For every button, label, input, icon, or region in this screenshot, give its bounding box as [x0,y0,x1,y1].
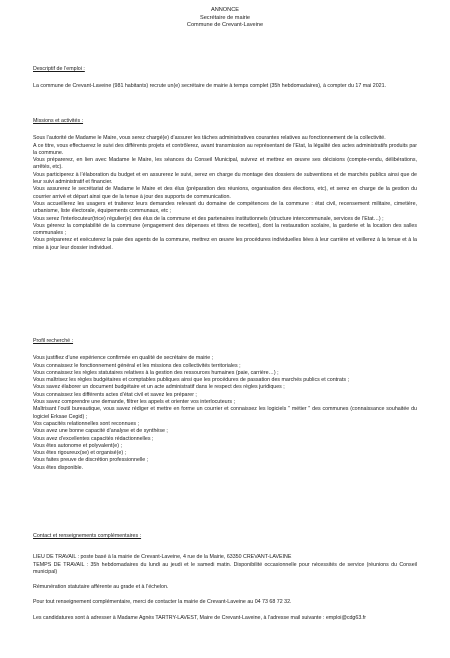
profil-item: Vos capacités relationnelles sont reconnues ; [33,420,140,427]
mission-paragraph: Vous participerez à l’élaboration du budget et en assurerez le suivi, serez en charge du montage des dossiers de subventions et de marchés publics ainsi que de leur suivi administratif et financier. [33,171,417,186]
missions-title: Missions et activités : [33,118,84,124]
descriptif-section [33,66,417,91]
missions-section [33,118,417,252]
renseignement: Pour tout renseignement complémentaire, merci de contacter la mairie de Crevant-Laveine au 04 73 68 72 32. [33,599,292,606]
mission-paragraph: Vous assurerez le secrétariat de Madame le Maire et des élus (préparation des réunions, organisation des élections, etc), et serez en charge de la gestion du courrier arrivé et départ ainsi que de la tenue à jour des supports de communication. [33,186,417,200]
contact-title: Contact et renseignements complémentaires : [33,533,142,539]
mission-paragraph: A ce titre, vous effectuerez le suivi des différents projets et contrôlerez, avant transmission au représentant de l’Etat, la légalité des actes administratifs produits par la commune. [33,142,417,156]
profil-item: Vous faites preuve de discrétion professionnelle ; [33,457,149,464]
profil-item: Vous savez comprendre une demande, filtrer les appels et orienter vos interlocuteurs ; [33,399,235,406]
profil-item: Maîtrisant l’outil bureautique, vous savez rédiger et mettre en forme un courrier et connaissez les logiciels " métier " des communes (connaissance souhaitée du logiciel Erksae Cegid) ; [33,406,417,420]
profil-item: Vous êtes disponible. [33,464,84,471]
profil-item: Vous savez élaborer un document budgétaire et un acte administratif dans le respect des règles juridiques ; [33,384,285,391]
mission-paragraph: Vous préparerez, en lien avec Madame le Maire, les séances du Conseil Municipal, suivrez et mettrez en œuvre ses décisions (compte-rendu, délibérations, arrêtés, etc). [33,157,417,171]
mission-paragraph: Vous accueillerez les usagers et traiterez leurs demandes relevant du domaine de compétences de la commune : état civil, recensement militaire, cimetière, urbanisme, liste électorale, équipements communaux, etc ; [33,200,417,215]
mission-paragraph: Vous serez l’interlocuteur(trice) régulier(e) des élus de la commune et des partenaires institutionnels (structure intercommunale, services de l’Etat…) ; [33,215,384,222]
mission-paragraph: Sous l’autorité de Madame le Maire, vous serez chargé(e) d’assurer les tâches administratives courantes relatives au fonctionnement de la collectivité. [33,135,386,142]
lieu-travail: LIEU DE TRAVAIL : poste basé à la mairie de Crevant-Laveine, 4 rue de la Mairie, 63350 CREVANT-LAVEINE [33,554,292,561]
profil-item: Vous êtes rigoureux(se) et organisé(e) ; [33,450,127,457]
profil-title: Profil recherché : [33,338,74,344]
commune-name: Commune de Crevant-Laveine [186,22,264,28]
profil-item: Vous êtes autonome et polyvalent(e) ; [33,442,122,449]
poste-title: Secrétaire de mairie [199,14,251,21]
descriptif-text: La commune de Crevant-Laveine (981 habitants) recrute un(e) secrétaire de mairie à temps complet (35h hebdomadaires), à compter du 17 mai 2021. [33,83,387,90]
candidatures: Les candidatures sont à adresser à Madame Agnès TARTRY-LAVEST, Maire de Crevant-Laveine, à l’adresse mail suivante : emploi@cdg63.fr [33,614,366,621]
remuneration: Rémunération statutaire afférente au grade et à l’échelon. [33,584,169,591]
profil-item: Vous maîtrisez les règles budgétaires et comptables publiques ainsi que les procédures de passation des marchés publics et contrats ; [33,377,349,384]
temps-travail: TEMPS DE TRAVAIL : 35h hebdomadaires du lundi au jeudi et le samedi matin. Disponibilité occasionnelle pour nécessités de service (réunions du Conseil municipal) [33,561,417,575]
profil-item: Vous connaissez les règles statutaires relatives à la gestion des ressources humaines (paie, carrière…) ; [33,369,279,376]
profil-item: Vous connaissez le fonctionnement général et les missions des collectivités territoriales ; [33,362,241,369]
contact-section [33,533,417,622]
profil-item: Vous avez une bonne capacité d’analyse et de synthèse ; [33,428,168,435]
profil-section [33,338,417,472]
mission-paragraph: Vous gérerez la comptabilité de la commune (engagement des dépenses et titres de recettes), dont la restauration scolaire, la garderie et la location des salles communales ; [33,222,417,237]
document-header [0,7,450,30]
profil-list [33,355,417,472]
descriptif-title: Descriptif de l’emploi : [33,66,85,72]
mission-paragraph: Vous préparerez et exécuterez la paie des agents de la commune, mettrez en œuvre les procédures individuelles liées à leur carrière et veillerez à la tenue et à la mise à jour leur dossier individuel. [33,237,417,251]
annonce-title: ANNONCE [211,7,239,13]
profil-item: Vous connaissez les différents actes d’état civil et savez les préparer ; [33,391,197,398]
missions-body [33,135,417,252]
profil-item: Vous avez d’excellentes capacités rédactionnelles ; [33,435,154,442]
profil-item: Vous justifiez d’une expérience confirmée en qualité de secrétaire de mairie ; [33,355,214,362]
